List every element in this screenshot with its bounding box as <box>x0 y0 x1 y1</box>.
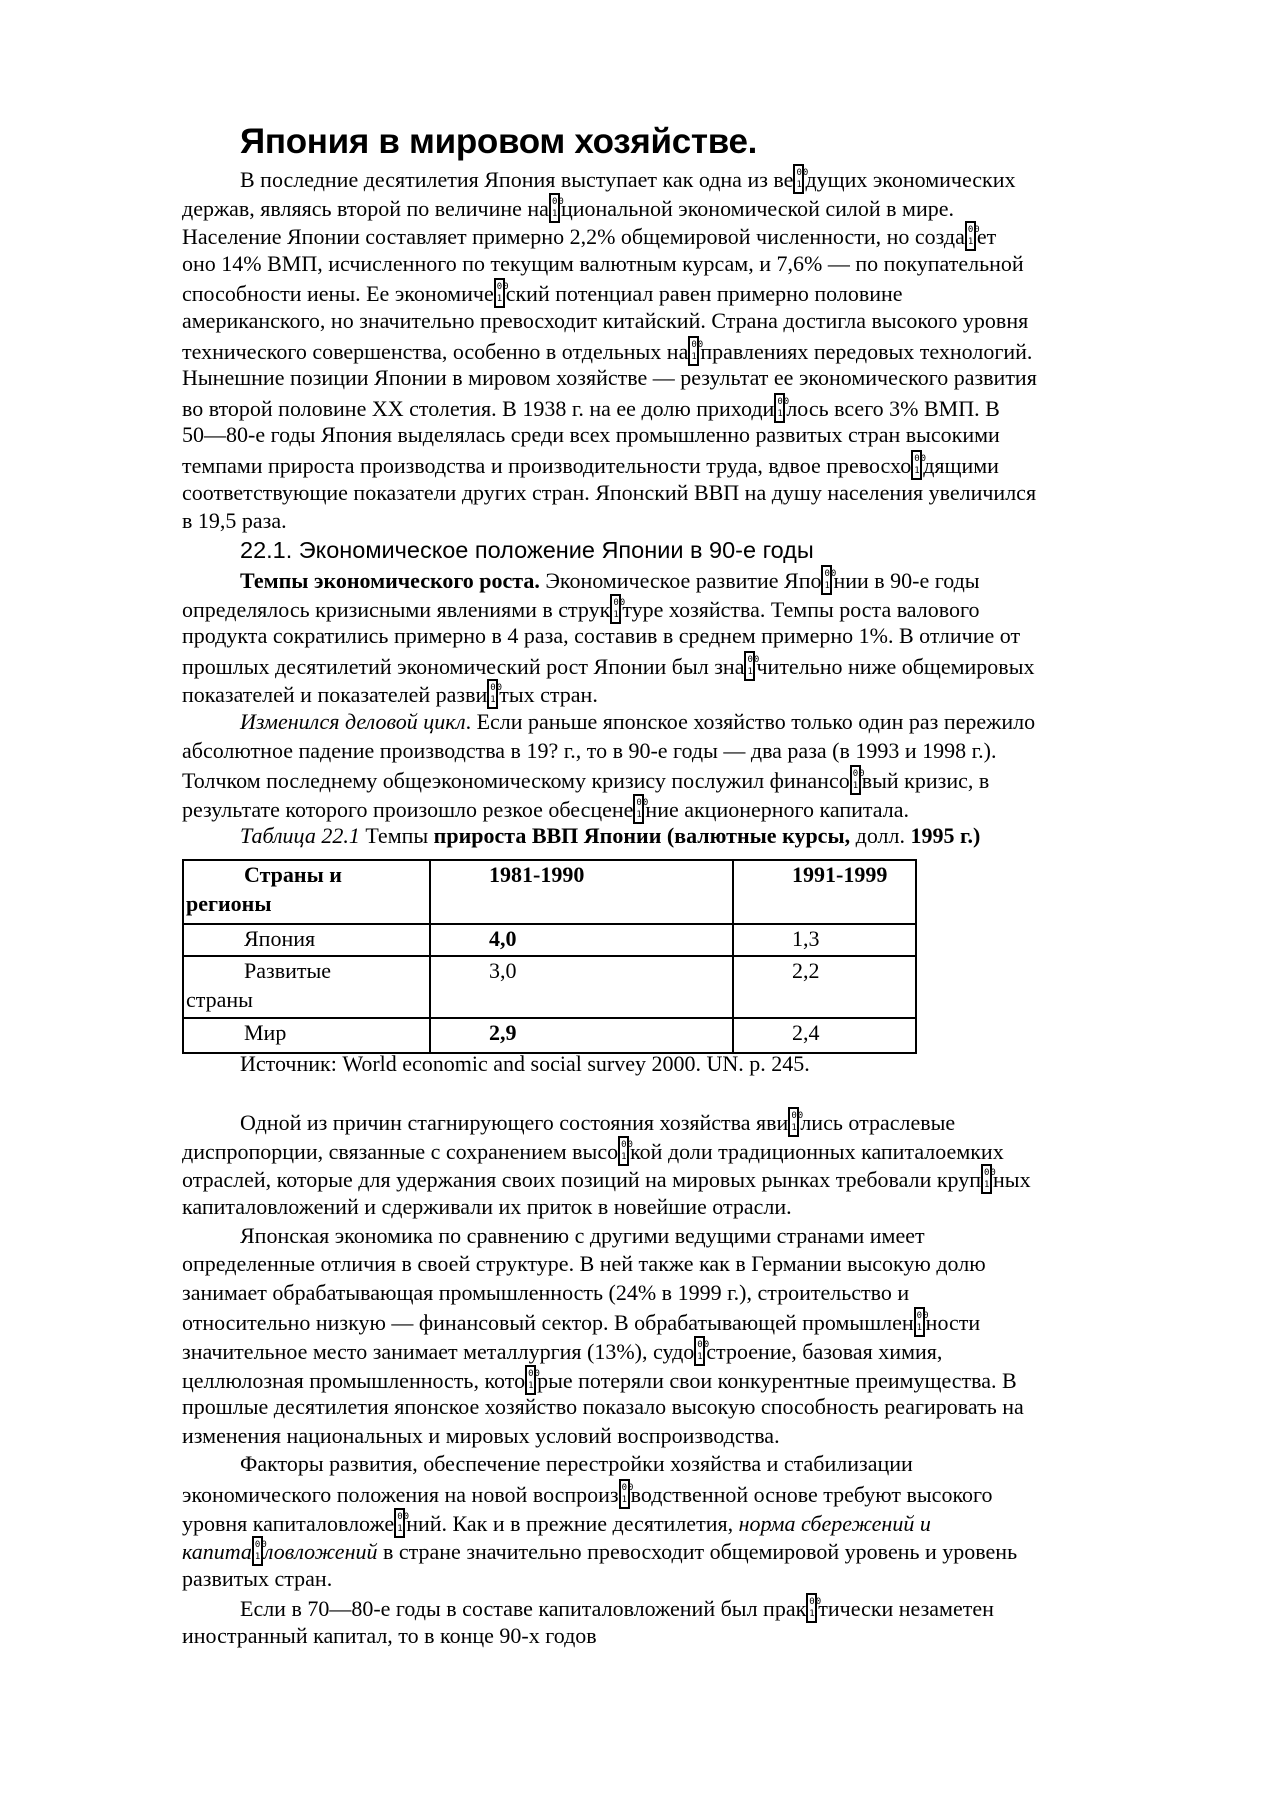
glyph-code-top: 00 <box>621 1139 634 1150</box>
text-line <box>182 1307 1202 1336</box>
glyph-code-top: 00 <box>852 769 866 780</box>
glyph-code-bottom: 1 <box>777 408 783 419</box>
text-run: Толчком последнему общеэкономическому кризису послужил финансо <box>182 768 850 794</box>
text-line <box>182 822 1202 851</box>
glyph-code-top: 00 <box>691 339 705 350</box>
text-run: изменения национальных и мировых условий воспроизводства. <box>182 1422 780 1448</box>
text-line <box>182 1222 1202 1251</box>
text-run: рые потеряли свои конкурентные преимущества. В <box>537 1367 1017 1393</box>
glyph-code-bottom: 1 <box>824 581 830 591</box>
text-line <box>182 594 1202 623</box>
text-run: уровня капиталовложе <box>182 1510 395 1536</box>
text-run: целлюлозная промышленность, кото <box>182 1367 526 1393</box>
text-run: лось всего 3% ВМП. В <box>786 395 1000 421</box>
value-cell-1981-1990: 2,9 <box>430 1018 733 1053</box>
text-line <box>182 737 1202 766</box>
text-run: Таблица 22.1 <box>240 823 360 849</box>
text-run: дящими <box>923 452 999 478</box>
glyph-code-top: 00 <box>551 196 565 207</box>
missing-glyph-icon <box>252 1536 268 1566</box>
glyph-code-bottom: 1 <box>984 1180 990 1191</box>
text-line <box>182 708 1202 737</box>
text-run: Источник: World economic and social survey 2000. UN. p. 245. <box>240 1051 810 1076</box>
text-run: ний. Как и в прежние десятилетия, <box>406 1510 739 1536</box>
text-line <box>182 1164 1202 1193</box>
text-line <box>182 622 1202 651</box>
text-run: ние акционерного капитала. <box>645 796 909 822</box>
text-run: 1995 г.) <box>910 823 981 849</box>
text-run: показателей и показателей разви <box>182 682 488 708</box>
region-label: Япония <box>244 926 316 951</box>
text-line <box>182 1050 1202 1079</box>
header-cell-regions <box>183 860 430 924</box>
region-cell <box>183 924 430 956</box>
text-run: относительно низкую — финансовый сектор. В обрабатывающей промышлен <box>182 1310 914 1336</box>
missing-glyph-icon <box>744 651 761 681</box>
glyph-code-bottom: 1 <box>636 809 642 820</box>
missing-glyph-icon <box>619 1479 635 1509</box>
table-row <box>183 1018 916 1053</box>
text-run: занимает обрабатывающая промышленность (24% в 1999 г.), строительство и <box>182 1279 910 1305</box>
missing-glyph-icon <box>965 221 981 251</box>
gdp-growth-table <box>182 859 917 1054</box>
text-line <box>182 278 1202 307</box>
glyph-code-top: 00 <box>967 225 981 236</box>
text-run: результате которого произошло резкое обесцене <box>182 796 634 822</box>
missing-glyph-icon <box>610 594 627 624</box>
text-line <box>182 1136 1202 1165</box>
region-label-line1: Развитые <box>244 958 332 983</box>
glyph-code-top: 00 <box>809 1597 823 1608</box>
glyph-code-top: 00 <box>914 453 928 464</box>
missing-glyph-icon <box>618 1136 634 1166</box>
text-line <box>182 1279 1202 1308</box>
text-line <box>182 221 1202 250</box>
glyph-code-top: 00 <box>397 1511 411 1522</box>
text-run: технического совершенства, особенно в отдельных на <box>182 338 689 364</box>
glyph-code-bottom: 1 <box>852 781 859 792</box>
glyph-code-bottom: 1 <box>254 1552 261 1563</box>
text-line <box>182 1479 1202 1508</box>
glyph-code-bottom: 1 <box>613 609 619 620</box>
text-line <box>182 1565 1202 1594</box>
region-cell <box>183 956 430 1018</box>
text-run: строение, базовая химия, <box>706 1338 943 1364</box>
glyph-code-top: 00 <box>496 282 510 293</box>
text-run: туре хозяйства. Темпы роста валового <box>622 596 980 622</box>
text-line <box>182 1593 1202 1622</box>
missing-glyph-icon <box>821 565 838 595</box>
glyph-code-bottom: 1 <box>621 1494 628 1505</box>
text-run: во второй половине XX столетия. В 1938 г. на ее долю приходи <box>182 395 775 421</box>
text-run: дущих экономических <box>805 167 1016 192</box>
text-run: ловложений <box>263 1539 378 1565</box>
glyph-code-bottom: 1 <box>697 1351 703 1362</box>
region-label-line2: страны <box>186 986 253 1012</box>
glyph-code-bottom: 1 <box>551 208 558 219</box>
glyph-code-bottom: 1 <box>691 351 697 362</box>
text-run: Японская экономика по сравнению с другими ведущими странами имеет <box>240 1222 925 1248</box>
table-row <box>183 956 916 1018</box>
text-run: тически незаметен <box>818 1596 994 1622</box>
text-run: экономического положения на новой воспроиз <box>182 1481 619 1507</box>
text-line <box>182 1079 1202 1108</box>
intro-paragraph <box>182 164 1202 536</box>
text-run: абсолютное падение производства в 19? г., то в 90-е годы — два раза (в 1993 и 1998 г.). <box>182 737 997 763</box>
text-run: правлениях передовых технологий. <box>700 338 1033 364</box>
text-line <box>182 565 1202 594</box>
text-line <box>182 364 1202 393</box>
value-cell-1991-1999: 2,2 <box>733 956 916 1018</box>
text-run: лись отраслевые <box>800 1110 956 1136</box>
glyph-code-bottom: 1 <box>496 294 503 305</box>
glyph-code-bottom: 1 <box>528 1380 534 1391</box>
text-run: ных <box>993 1167 1031 1193</box>
text-run: Население Японии составляет примерно 2,2% общемировой численности, но созда <box>182 224 965 250</box>
text-run: способности иены. Ее экономиче <box>182 281 494 307</box>
text-line <box>182 1508 1202 1537</box>
text-run: ет <box>976 224 997 250</box>
text-line <box>182 307 1202 336</box>
header-cell-1981-1990: 1981-1990 <box>430 860 733 924</box>
text-run: вый кризис, в <box>861 768 990 794</box>
text-run: прироста ВВП Японии (валютные курсы, <box>433 823 851 849</box>
text-run: в 19,5 раза. <box>182 508 287 534</box>
text-run: нии в 90-е годы <box>833 568 980 593</box>
text-run: прошлые десятилетия японское хозяйство показало высокую способность реагировать на <box>182 1394 1024 1420</box>
text-line <box>182 450 1202 479</box>
text-run: держав, являясь второй по величине на <box>182 195 549 221</box>
missing-glyph-icon <box>806 1593 823 1623</box>
glyph-code-top: 00 <box>777 396 791 407</box>
text-run: Одной из причин стагнирующего состояния хозяйства яви <box>240 1110 789 1136</box>
header-regions-line2: регионы <box>186 890 272 916</box>
text-line <box>182 164 1202 193</box>
glyph-code-top: 00 <box>747 654 761 665</box>
text-run: Изменился деловой цикл <box>240 708 466 734</box>
text-line <box>182 336 1202 365</box>
text-run: соответствующие показатели других стран. Японский ВВП на душу населения увеличился <box>182 479 1037 505</box>
text-run: Темпы <box>359 823 434 849</box>
text-run: темпами прироста производства и производительности труда, вдвое превосхо <box>182 452 912 478</box>
glyph-code-top: 00 <box>636 797 650 808</box>
text-line <box>182 1250 1202 1279</box>
text-line <box>182 1393 1202 1422</box>
missing-glyph-icon <box>688 336 705 366</box>
text-run: отраслей, которые для удержания своих позиций на мировых рынках требовали круп <box>182 1167 982 1193</box>
glyph-code-top: 00 <box>916 1311 930 1322</box>
glyph-code-bottom: 1 <box>747 666 753 677</box>
text-line <box>182 507 1202 536</box>
glyph-code-top: 00 <box>254 1540 268 1551</box>
region-cell <box>183 1018 430 1053</box>
text-run: развитых стран. <box>182 1565 333 1591</box>
glyph-code-top: 00 <box>824 569 838 579</box>
text-run: определенные отличия в своей структуре. В ней также как в Германии высокую долю <box>182 1251 986 1277</box>
missing-glyph-icon <box>525 1365 541 1395</box>
missing-glyph-icon <box>793 164 810 194</box>
glyph-code-bottom: 1 <box>914 465 920 476</box>
region-label: Мир <box>244 1020 287 1045</box>
glyph-code-top: 00 <box>796 168 810 178</box>
glyph-code-bottom: 1 <box>916 1323 923 1334</box>
text-line <box>182 1536 1202 1565</box>
text-run: чительно ниже общемировых <box>756 653 1035 679</box>
text-run: . Если раньше японское хозяйство только один раз пережило <box>465 708 1036 734</box>
missing-glyph-icon <box>788 1107 805 1137</box>
missing-glyph-icon <box>981 1164 997 1194</box>
table-header-row <box>183 860 916 924</box>
missing-glyph-icon <box>914 1307 930 1337</box>
missing-glyph-icon <box>694 1336 711 1366</box>
glyph-code-top: 00 <box>528 1368 541 1379</box>
text-run: ности <box>925 1310 981 1336</box>
text-line <box>182 1193 1202 1222</box>
text-run: продукта сократились примерно в 4 раза, составив в среднем примерно 1%. В отличие от <box>182 623 1021 649</box>
text-line <box>182 479 1202 508</box>
text-run: тых стран. <box>499 682 598 708</box>
text-line <box>182 1622 1202 1651</box>
glyph-code-bottom: 1 <box>621 1151 627 1162</box>
text-line <box>182 1422 1202 1451</box>
text-line <box>182 250 1202 279</box>
table-row <box>183 924 916 956</box>
glyph-code-top: 00 <box>621 1482 635 1493</box>
value-cell-1991-1999: 2,4 <box>733 1018 916 1053</box>
text-run: циональной экономической силой в мире. <box>560 195 954 221</box>
glyph-code-top: 00 <box>490 683 504 694</box>
document-title: Япония в мировом хозяйстве. <box>240 122 758 161</box>
text-line <box>182 1107 1202 1136</box>
glyph-code-top: 00 <box>613 597 627 608</box>
text-run: оно 14% ВМП, исчисленного по текущим валютным курсам, и 7,6% — по покупательной <box>182 250 1024 276</box>
text-run: Экономическое развитие Япо <box>539 568 822 593</box>
text-run: Темпы экономического роста. <box>240 568 540 593</box>
value-cell-1981-1990: 3,0 <box>430 956 733 1018</box>
text-run: кой доли традиционных капиталоемких <box>630 1138 1004 1164</box>
glyph-code-top: 00 <box>697 1339 711 1350</box>
glyph-code-bottom: 1 <box>490 695 496 706</box>
text-run: американского, но значительно превосходит китайский. Страна достигла высокого уровня <box>182 307 1029 333</box>
header-cell-1991-1999: 1991-1999 <box>733 860 916 924</box>
structure-paragraphs <box>182 1050 1202 1650</box>
glyph-code-bottom: 1 <box>967 237 974 248</box>
glyph-code-top: 00 <box>791 1111 805 1122</box>
text-run: Если в 70—80-е годы в составе капиталовложений был прак <box>240 1596 807 1622</box>
missing-glyph-icon <box>487 679 504 709</box>
text-run: 50—80-е годы Япония выделялась среди всех промышленно развитых стран высокими <box>182 422 1000 448</box>
text-line <box>182 421 1202 450</box>
value-cell-1981-1990: 4,0 <box>430 924 733 956</box>
text-run: ский потенциал равен примерно половине <box>505 281 903 307</box>
missing-glyph-icon <box>494 278 510 308</box>
text-line <box>182 1336 1202 1365</box>
text-line <box>182 679 1202 708</box>
glyph-code-bottom: 1 <box>397 1523 403 1534</box>
text-run: капита <box>182 1539 252 1565</box>
header-regions-line1: Страны и <box>244 862 342 887</box>
text-line <box>182 393 1202 422</box>
text-line <box>182 1365 1202 1394</box>
text-run: Нынешние позиции Японии в мировом хозяйстве — результат ее экономического развития <box>182 365 1037 391</box>
glyph-code-top: 00 <box>984 1168 997 1179</box>
missing-glyph-icon <box>633 794 650 824</box>
text-run: в стране значительно превосходит общемировой уровень и уровень <box>377 1539 1018 1565</box>
text-run: значительное место занимает металлургия (13%), судо <box>182 1338 695 1364</box>
text-run: определялось кризисными явлениями в струк <box>182 596 611 622</box>
text-line <box>182 193 1202 222</box>
missing-glyph-icon <box>911 450 928 480</box>
text-line <box>182 794 1202 823</box>
glyph-code-bottom: 1 <box>796 180 802 190</box>
text-run: В последние десятилетия Япония выступает как одна из ве <box>240 167 794 192</box>
text-run: водственной основе требуют высокого <box>630 1481 993 1507</box>
economic-growth-paragraphs <box>182 565 1202 851</box>
section-heading: 22.1. Экономическое положение Японии в 90-е годы <box>240 537 814 563</box>
value-cell-1991-1999: 1,3 <box>733 924 916 956</box>
text-run: Факторы развития, обеспечение перестройки хозяйства и стабилизации <box>240 1451 913 1477</box>
glyph-code-bottom: 1 <box>809 1609 815 1620</box>
text-run: норма сбережений и <box>738 1510 931 1536</box>
missing-glyph-icon <box>774 393 791 423</box>
text-run: капиталовложений и сдерживали их приток в новейшие отрасли. <box>182 1193 792 1219</box>
text-run: диспропорции, связанные с сохранением высо <box>182 1138 619 1164</box>
text-run: прошлых десятилетий экономический рост Японии был зна <box>182 653 745 679</box>
missing-glyph-icon <box>394 1508 411 1538</box>
missing-glyph-icon <box>850 765 866 795</box>
text-line <box>182 651 1202 680</box>
text-line <box>182 1450 1202 1479</box>
missing-glyph-icon <box>549 193 565 223</box>
text-run: иностранный капитал, то в конце 90-х годов <box>182 1622 597 1648</box>
glyph-code-bottom: 1 <box>791 1123 797 1134</box>
text-run: долл. <box>850 823 911 849</box>
text-line <box>182 765 1202 794</box>
